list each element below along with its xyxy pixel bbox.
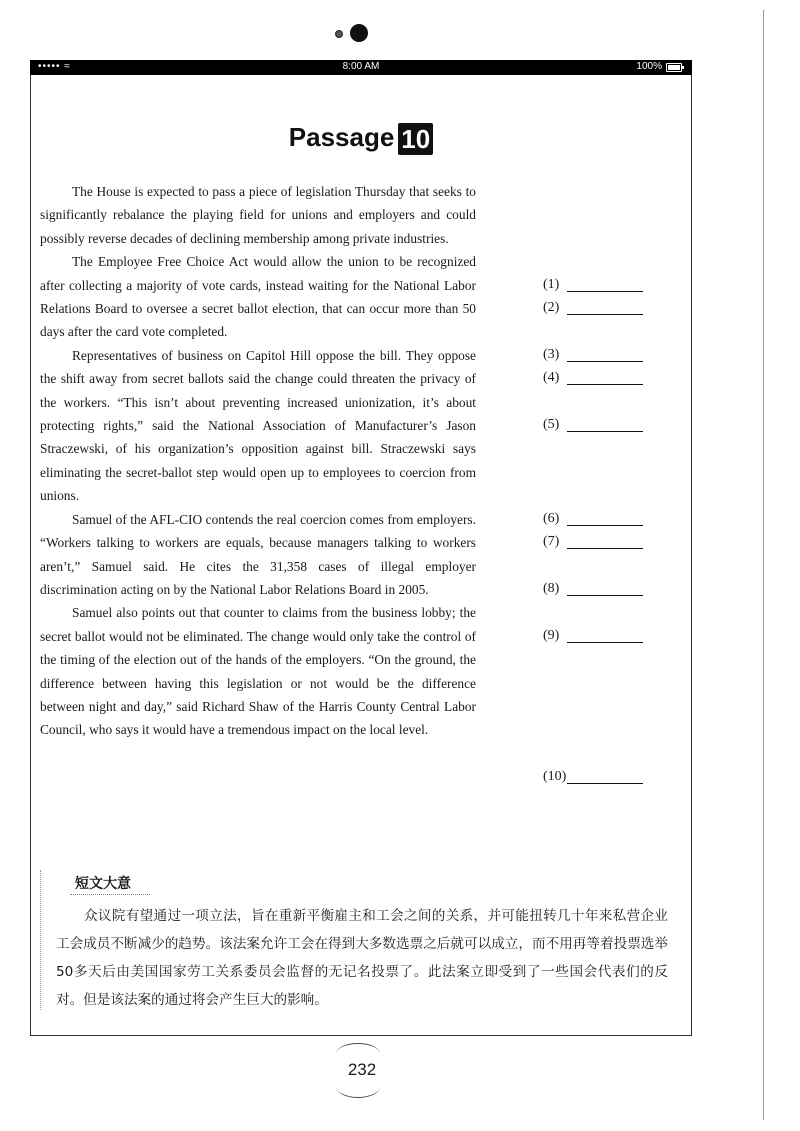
battery-percent: 100%	[636, 61, 662, 72]
summary-border	[40, 870, 51, 1010]
passage-title-text: Passage	[288, 122, 395, 152]
screen-frame-left	[30, 75, 31, 1035]
summary-paragraph: 众议院有望通过一项立法，旨在重新平衡雇主和工会之间的关系，并可能扭转几十年来私营企业工会成员不断减少的趋势。该法案允许工会在得到大多数选票之后就可以成立，而不用再等着投票选举50多天后由美国国家劳工关系委员会监督的无记名投票了。此法案立即受到了一些国会代表们的反对。但是该法案的通过将会产生巨大的影响。	[56, 908, 668, 1008]
answer-blank-5[interactable]: (5)	[543, 415, 643, 435]
passage-paragraph-3: Representatives of business on Capitol Hill oppose the bill. They oppose the shift away from secret ballots said the change could threaten the privacy of the workers. “This isn’t about preventing increased unionization, it’s about protecting rights,” said the National Association of Manufacturer’s Jason Straczewski, of his organization’s opposition against bill. Straczewski says eliminating the secret-ballot step would open up to employees to coercion from unions.	[40, 347, 476, 504]
passage-paragraph-1: The House is expected to pass a piece of legislation Thursday that seeks to significantly rebalance the playing field for unions and employers and could possibly reverse decades of declining membership among private industries.	[40, 184, 476, 246]
passage-number-badge: 10	[398, 123, 433, 155]
passage-paragraph-4: Samuel of the AFL-CIO contends the real coercion comes from employers. “Workers talking to workers are equals, because managers talking to workers aren’t,” Samuel said. He cites the 31,358 cases of illegal employer discrimination acting on by the National Labor Relations Board in 2005.	[40, 511, 476, 597]
status-bar	[30, 60, 692, 75]
answer-blank-6[interactable]: (6)	[543, 509, 643, 529]
answer-blank-10[interactable]: (10)	[543, 767, 643, 787]
passage-body	[40, 180, 476, 742]
summary-body	[56, 902, 668, 1014]
summary-heading-underline	[70, 894, 150, 895]
answer-blank-3[interactable]: (3)	[543, 345, 643, 365]
camera-icon	[350, 24, 368, 42]
signal-wifi-indicator: ••••• ≈	[38, 61, 71, 72]
page-number: 232	[347, 1060, 377, 1079]
answer-blank-2[interactable]: (2)	[543, 298, 643, 318]
answer-blank-4[interactable]: (4)	[543, 368, 643, 388]
answer-blank-8[interactable]: (8)	[543, 579, 643, 599]
camera-sensor-icon	[335, 30, 343, 38]
battery-icon	[666, 63, 682, 72]
page-edge-line	[763, 10, 764, 1120]
passage-paragraph-2: The Employee Free Choice Act would allow the union to be recognized after collecting a majority of vote cards, instead waiting for the National Labor Relations Board to oversee a secret ballot election, that can occur more than 50 days after the card vote completed.	[40, 254, 476, 340]
answer-blank-7[interactable]: (7)	[543, 532, 643, 552]
status-time: 8:00 AM	[342, 61, 380, 72]
answer-blank-9[interactable]: (9)	[543, 626, 643, 646]
screen-frame-right	[691, 75, 692, 1035]
answer-blank-1[interactable]: (1)	[543, 275, 643, 295]
passage-paragraph-5: Samuel also points out that counter to claims from the business lobby; the secret ballot would not be eliminated. The change would only take the control of the timing of the election out of the hands of the employers. “On the ground, the difference between having this legislation or not would be the difference between night and day,” said Richard Shaw of the Harris County Central Labor Council, who says it would have a tremendous impact on the local level.	[40, 605, 476, 738]
passage-title	[0, 122, 722, 155]
screen-frame-bottom	[30, 1035, 692, 1036]
summary-heading: 短文大意	[75, 876, 131, 892]
